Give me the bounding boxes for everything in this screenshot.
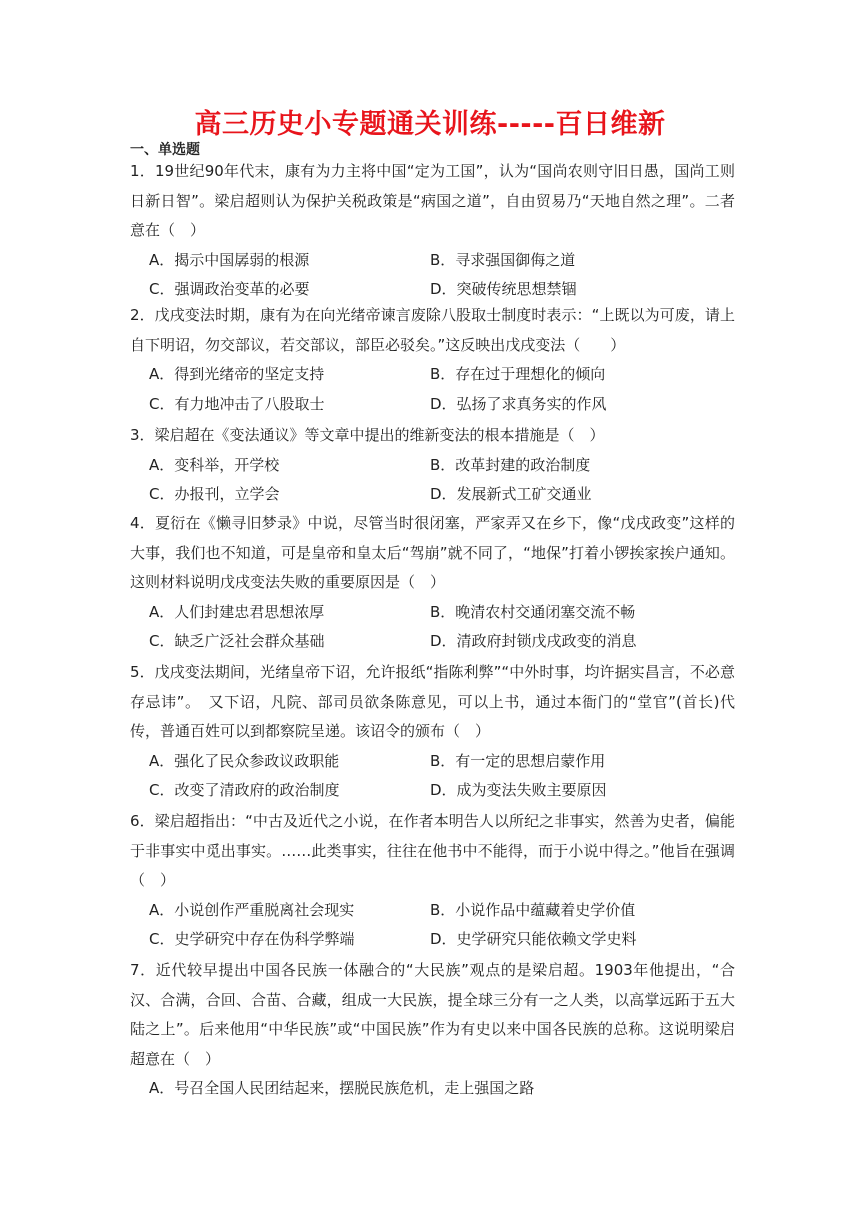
question-stem: 5．戊戌变法期间，光绪皇帝下诏，允许报纸“指陈利弊”“中外时事，均许据实昌言，不必意存忌讳”。 又下诏，凡院、部司员欲条陈意见，可以上书，通过本衙门的“堂官”(首长)代传，普通百姓可以到都察院呈递。该诏令的颁布（ ） (130, 663, 735, 741)
question-stem: 2．戊戌变法时期，康有为在向光绪帝谏言废除八股取士制度时表示：“上既以为可废，请上自下明诏，勿交部议，若交部议，部臣必驳矣。”这反映出戊戌变法（ ） (130, 306, 735, 354)
options (130, 896, 735, 955)
option-c: C．有力地冲击了八股取士 (149, 394, 325, 413)
option-d: D．清政府封锁戊戌政变的消息 (430, 632, 637, 651)
option-c: C．缺乏广泛社会群众基础 (149, 632, 325, 651)
question-3 (130, 421, 735, 510)
question-stem: 4．夏衍在《懒寻旧梦录》中说，尽管当时很闭塞，严家弄又在乡下，像“戊戌政变”这样的大事，我们也不知道，可是皇帝和皇太后“驾崩”就不同了，“地保”打着小锣挨家挨户通知。这则材料说明戊戌变法失败的重要原因是（ ） (130, 514, 735, 592)
options (130, 598, 735, 657)
option-b: B．改革封建的政治制度 (430, 455, 591, 474)
question-stem: 7．近代较早提出中国各民族一体融合的“大民族”观点的是梁启超。1903年他提出，“合汉、合满，合回、合苗、合藏，组成一大民族，提全球三分有一之人类，以高掌远跖于五大陆之上”。后来他用“中华民族”或“中国民族”作为有史以来中国各民族的总称。这说明梁启超意在（ ） (130, 961, 735, 1068)
question-1 (130, 157, 735, 305)
option-c: C．强调政治变革的必要 (149, 280, 310, 299)
option-d: D．突破传统思想禁锢 (430, 280, 577, 299)
question-7 (130, 956, 735, 1104)
option-c: C．办报刊，立学会 (149, 485, 280, 504)
question-4 (130, 509, 735, 657)
question-5 (130, 658, 735, 806)
option-b: B．小说作品中蕴藏着史学价值 (430, 900, 636, 919)
option-a: A．人们封建忠君思想浓厚 (149, 602, 325, 621)
option-b: B．有一定的思想启蒙作用 (430, 751, 606, 770)
question-stem: 6．梁启超指出：“中古及近代之小说，在作者本明告人以所纪之非事实，然善为史者，偏能于非事实中觅出事实。……此类事实，往往在他书中不能得，而于小说中得之。”他旨在强调（ ） (130, 812, 735, 890)
option-b: B．晚清农村交通闭塞交流不畅 (430, 602, 636, 621)
option-a: A．变科举，开学校 (149, 455, 280, 474)
options (130, 451, 735, 510)
option-d: D．史学研究只能依赖文学史料 (430, 930, 637, 949)
option-a: A．小说创作严重脱离社会现实 (149, 900, 355, 919)
option-c: C．改变了清政府的政治制度 (149, 781, 340, 800)
question-stem: 3．梁启超在《变法通议》等文章中提出的维新变法的根本措施是（ ） (130, 426, 605, 444)
option-b: B．存在过于理想化的倾向 (430, 365, 606, 384)
section-heading: 一、单选题 (130, 142, 200, 158)
option-b: B．寻求强国御侮之道 (430, 250, 576, 269)
option-d: D．弘扬了求真务实的作风 (430, 394, 607, 413)
options (130, 246, 735, 305)
question-6 (130, 807, 735, 955)
options (130, 1074, 735, 1104)
option-d: D．成为变法失败主要原因 (430, 781, 607, 800)
question-2 (130, 301, 735, 419)
option-a: A．强化了民众参政议政职能 (149, 751, 340, 770)
option-a: A．得到光绪帝的坚定支持 (149, 365, 325, 384)
option-c: C．史学研究中存在伪科学弊端 (149, 930, 355, 949)
options (130, 747, 735, 806)
question-stem: 1．19世纪90年代末，康有为力主将中国“定为工国”，认为“国尚农则守旧日愚，国尚工则日新日智”。梁启超则认为保护关税政策是“病国之道”，自由贸易乃“天地自然之理”。二者意在（ ） (130, 162, 735, 240)
option-d: D．发展新式工矿交通业 (430, 485, 592, 504)
document-title: 高三历史小专题通关训练-----百日维新 (194, 109, 666, 140)
options (130, 360, 735, 419)
option-a: A．揭示中国孱弱的根源 (149, 250, 310, 269)
option-a: A．号召全国人民团结起来，摆脱民族危机，走上强国之路 (149, 1079, 535, 1098)
